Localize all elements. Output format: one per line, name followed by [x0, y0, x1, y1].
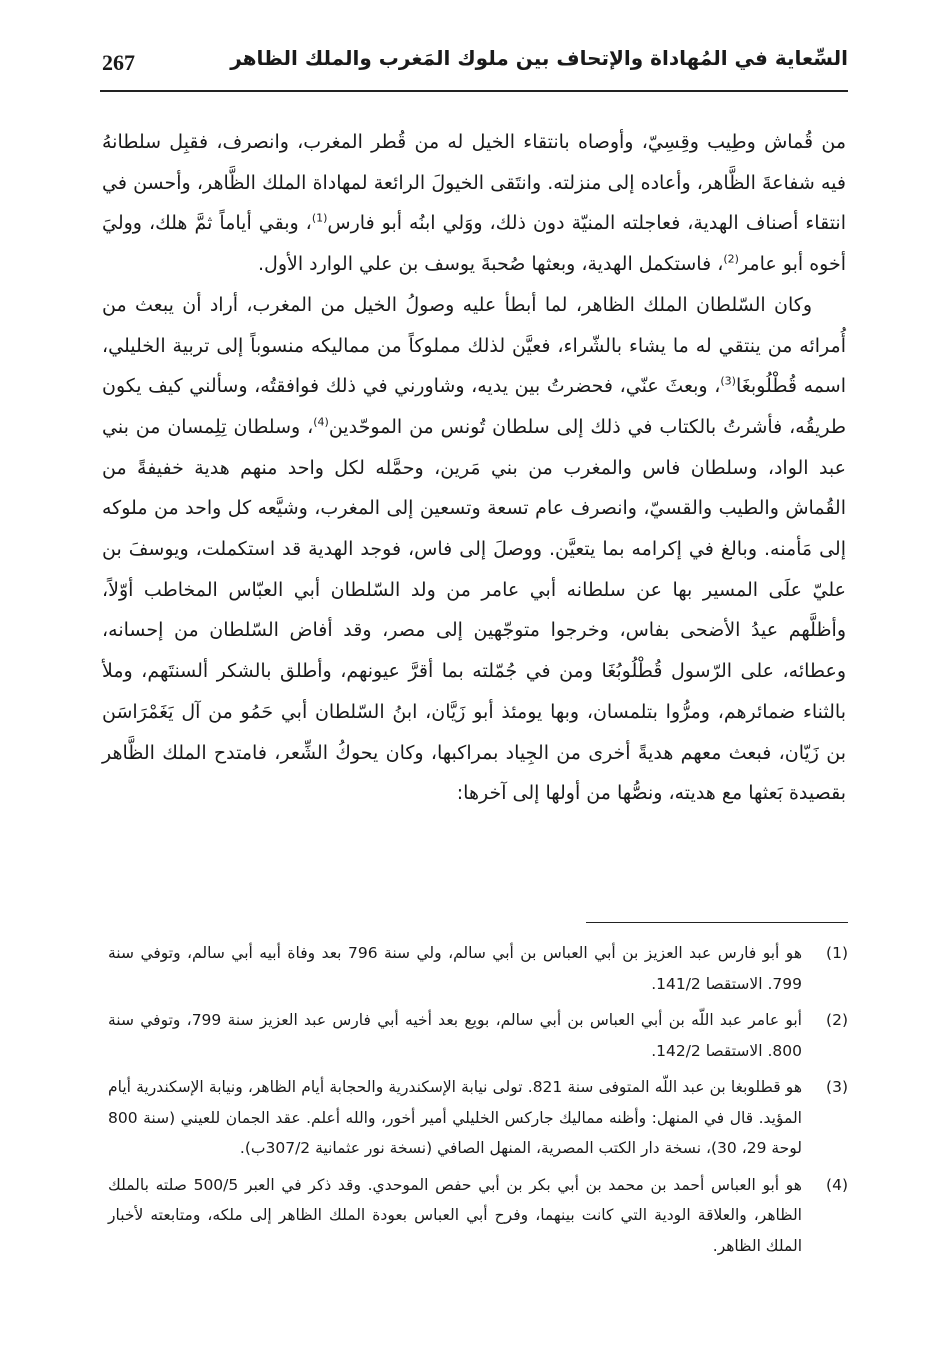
p2-text-2: ، وبعثَ عنّي، فحضرتُ بين يديه، وشاورني في ذلك فوافقتُه، وسألني كيف يكون طريقُه، فأشرتُ بالكتاب في ذلك إلى سلطان تُونس من الموحّدين	[102, 375, 847, 438]
running-title: السِّعاية في المُهاداة والإتحاف بين ملوك المَغرب والملك الظاهر	[230, 46, 848, 70]
footnote-ref-1: (1)	[311, 212, 328, 226]
paragraph-2	[102, 285, 846, 814]
footnote-text: هو أبو العباس أحمد بن محمد بن أبي بكر بن أبي حفص الموحدي. وقد ذكر في العبر 500/5 صلته بالملك الظاهر، والعلاقة الودية التي كانت بينهما، وفرح أبي العباس بعودة الملك الظاهر إلى ملكه، ومتابعته لأخبار الملك الظاهر.	[108, 1175, 802, 1255]
p2-text-3: ، وسلطان تِلِمسان من بني عبد الواد، وسلطان فاس والمغرب من بني مَرين، وحمَّله لكل واحد منهم هدية خفيفةً من القُماش والطيب والقسيّ، وانصرف عام تسعة وتسعين إلى المغرب، وشيَّعه كل واحد من ملوكه إلى مَأمنه. وبالغ في إكرامه بما يتعيَّن. ووصلَ إلى فاس، فوجد الهدية قد استكملت، ويوسفَ بن عليّ علَى المسير بها عن سلطانه أبي عامر من ولد السّلطان أبي العبّاس المخاطب أوّلاً، وأظلَّهم عيدُ الأضحى بفاس، وخرجوا متوجّهين إلى مصر، وقد أفاض السّلطان من إحسانه، وعطائه، على الرّسول قُطْلُوبُغَا ومن في جُمّلته بما أقرَّ عيونهم، وأطلق بالشكر ألسنتَهم، وملأ بالثناء ضمائرهم، ومرُّوا بتلمسان، وبها يومئذ أبو زَيَّان، ابنُ السّلطان أبي حَمُو من آل يَغَمْرَاسَن بن زَيّان، فبعث معهم هديةً أخرى من الجِياد بمراكبها، وكان يحوكُ الشِّعر، فامتدح الملك الظَّاهر بقصيدة بَعثها مع هديته، ونصُّها من أولها إلى آخرها:	[102, 415, 846, 805]
footnote-text: هو قطلوبغا بن عبد اللّه المتوفى سنة 821. تولى نيابة الإسكندرية والحجابة أيام الظاهر، ونيابة الإسكندرية أيام المؤيد. قال في المنهل: وأظنه مماليك جاركس الخليلي أمير أخور، والله أعلم. عقد الجمان للعيني (سنة 800 لوحة 29، 30)، نسخة دار الكتب المصرية، المنهل الصافي (نسخة نور عثمانية 307/2ب).	[108, 1078, 802, 1157]
footnote-2	[108, 1005, 848, 1066]
footnote-ref-2: (2)	[723, 252, 739, 266]
footnote-4	[108, 1170, 848, 1262]
footnote-number: (1)	[826, 944, 848, 962]
p1-text-1: من قُماش وطِيب وقِسِيّ، وأوصاه بانتقاء الخيل له من قُطر المغرب، وانصرف، فقبِل سلطانهُ فيه شفاعةَ الظَّاهر، وأعاده إلى منزلته. وانتَقى الخيولَ الرائعة لمهاداة الملك الظَّاهر، وأحسن في انتقاء أصناف الهدية، فعاجلته المنيّة دون ذلك، ووَلي ابنُه أبو فارس	[102, 131, 846, 235]
footnote-text: أبو عامر عبد اللّه بن أبي العباس بن أبي سالم، بويع بعد أخيه أبي فارس عبد العزيز سنة 799، وتوفي سنة 800. الاستقصا 142/2.	[108, 1011, 802, 1060]
footnote-ref-4: (4)	[313, 415, 329, 429]
footnote-divider	[586, 922, 848, 923]
p2-text-1: وكان السّلطان الملك الظاهر، لما أبطأ عليه وصولُ الخيل من المغرب، أراد أن يبعث من أُمرائه من ينتقي له ما يشاء بالشّراء، فعيَّن لذلك مملوكاً من مماليكه منسوباً إلى تربية الخليلي، اسمه قُطْلُوبغَا	[102, 293, 846, 398]
page-number: 267	[102, 50, 135, 75]
footnote-ref-3: (3)	[720, 374, 736, 388]
footnote-3	[108, 1072, 848, 1164]
paragraph-1	[102, 122, 846, 285]
footnote-number: (2)	[826, 1011, 848, 1029]
p1-text-2: ، وبقي أياماً ثمَّ هلك، ووليَ أخوه أبو عامر	[102, 212, 846, 276]
footnote-1	[108, 938, 848, 999]
p1-text-3: ، فاستكمل الهدية، وبعثها صُحبةَ يوسف بن علي الوارد الأول.	[258, 253, 724, 276]
footnotes	[108, 938, 848, 1261]
footnote-number: (3)	[826, 1078, 848, 1096]
page-header	[100, 44, 848, 92]
footnote-number: (4)	[826, 1175, 848, 1194]
main-text	[102, 122, 846, 814]
footnote-text: هو أبو فارس عبد العزيز بن أبي العباس بن أبي سالم، ولي سنة 796 بعد وفاة أبيه أبي سالم، وتوفي سنة 799. الاستقصا 141/2.	[108, 944, 802, 993]
